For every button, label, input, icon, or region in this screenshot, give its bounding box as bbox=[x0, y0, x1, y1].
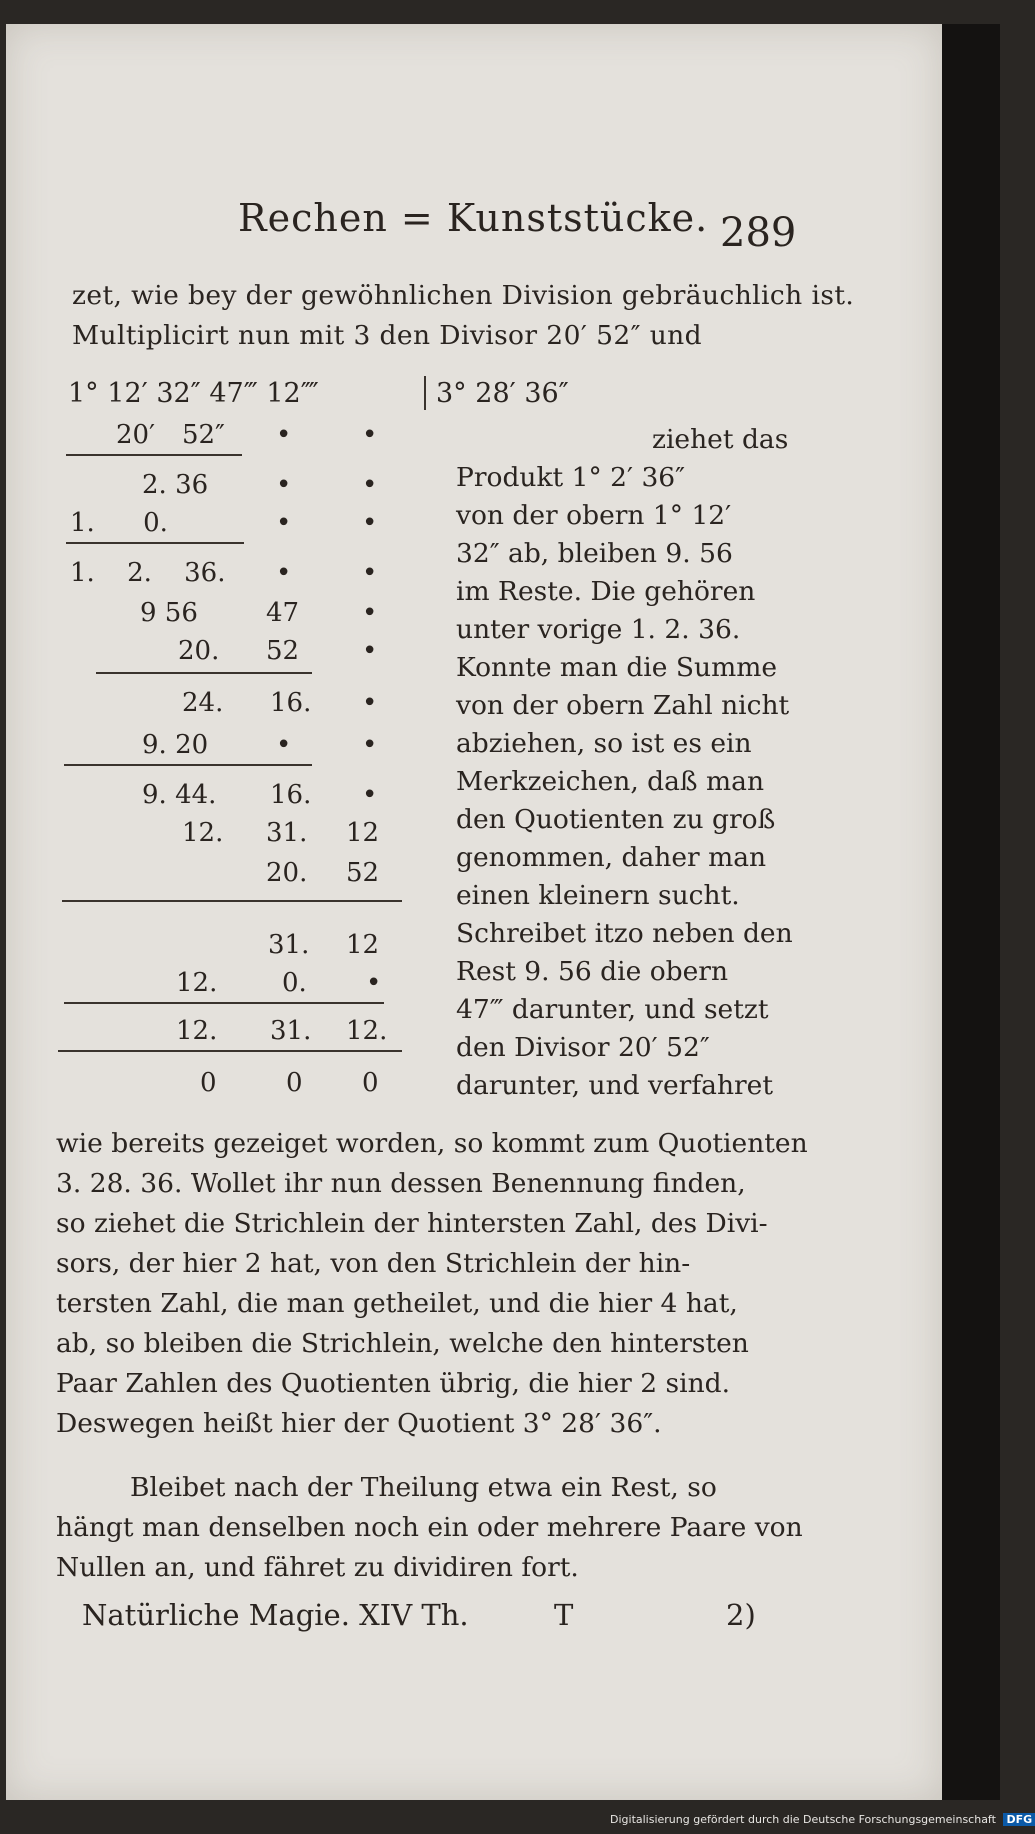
intro-line-2: Multiplicirt nun mit 3 den Divisor 20′ 52″ und bbox=[72, 320, 703, 351]
body-line: Deswegen heißt hier der Quotient 3° 28′ 36″. bbox=[56, 1408, 662, 1439]
intro-line-1: zet, wie bey der gewöhnlichen Division gebräuchlich ist. bbox=[72, 280, 855, 311]
calc-cell: • bbox=[362, 470, 378, 500]
side-line: abziehen, so ist es ein bbox=[456, 728, 752, 759]
body-line: Paar Zahlen des Quotienten übrig, die hier 2 sind. bbox=[56, 1368, 731, 1399]
side-line: Merkzeichen, daß man bbox=[456, 766, 765, 797]
calc-rule bbox=[96, 672, 312, 674]
calc-rule bbox=[66, 454, 242, 456]
calc-cell: 12. bbox=[176, 968, 218, 998]
calc-cell: • bbox=[362, 508, 378, 538]
calc-rule bbox=[64, 1002, 384, 1004]
calc-cell: 16. bbox=[270, 780, 312, 810]
side-line: Produkt 1° 2′ 36″ bbox=[456, 462, 686, 493]
catchword: 2) bbox=[726, 1598, 756, 1632]
calc-cell: • bbox=[362, 688, 378, 718]
calc-cell: 52″ bbox=[182, 420, 225, 450]
body-line: tersten Zahl, die man getheilet, und die hier 4 hat, bbox=[56, 1288, 738, 1319]
calc-cell: 9. 20 bbox=[142, 730, 209, 760]
calc-cell: • bbox=[276, 558, 292, 588]
body-line: so ziehet die Strichlein der hintersten Zahl, des Divi- bbox=[56, 1208, 768, 1239]
calc-cell: 9. 44. bbox=[142, 780, 217, 810]
credit-text: Digitalisierung gefördert durch die Deutsche Forschungsgemeinschaft bbox=[610, 1813, 996, 1826]
calc-cell: 31. bbox=[270, 1016, 312, 1046]
digitization-credit bbox=[610, 1813, 1035, 1826]
calc-cell: 20′ bbox=[116, 420, 155, 450]
side-line: genommen, daher man bbox=[456, 842, 767, 873]
side-line: 47‴ darunter, und setzt bbox=[456, 994, 769, 1025]
body-line: Bleibet nach der Theilung etwa ein Rest, so bbox=[130, 1472, 717, 1503]
calc-cell: 24. bbox=[182, 688, 224, 718]
calc-cell: 12 bbox=[346, 818, 380, 848]
calc-cell: • bbox=[362, 558, 378, 588]
dfg-logo: DFG bbox=[1003, 1813, 1035, 1826]
calc-cell: 12. bbox=[176, 1016, 218, 1046]
side-line: im Reste. Die gehören bbox=[456, 576, 756, 607]
calc-cell: • bbox=[362, 636, 378, 666]
calc-cell: 31. bbox=[268, 930, 310, 960]
side-line: ziehet das bbox=[652, 424, 789, 455]
body-line: wie bereits gezeiget worden, so kommt zum Quotienten bbox=[56, 1128, 808, 1159]
calc-cell: 52 bbox=[346, 858, 380, 888]
quotient: 3° 28′ 36″ bbox=[436, 378, 569, 409]
calc-cell: 2. 36 bbox=[142, 470, 209, 500]
calc-cell: 20. bbox=[266, 858, 308, 888]
calc-rule bbox=[64, 764, 312, 766]
calc-cell: • bbox=[276, 420, 292, 450]
side-line: 32″ ab, bleiben 9. 56 bbox=[456, 538, 733, 569]
calc-cell: • bbox=[276, 730, 292, 760]
calc-cell: 1. 2. 36. bbox=[70, 558, 226, 588]
page-number: 289 bbox=[720, 210, 797, 256]
side-line: Rest 9. 56 die obern bbox=[456, 956, 729, 987]
body-line: Nullen an, und fähret zu dividiren fort. bbox=[56, 1552, 579, 1583]
calc-cell: 31. bbox=[266, 818, 308, 848]
side-line: von der obern 1° 12′ bbox=[456, 500, 732, 531]
calc-cell: • bbox=[362, 730, 378, 760]
calc-cell: • bbox=[362, 598, 378, 628]
calc-cell: 52 bbox=[266, 636, 300, 666]
calc-cell: 0. bbox=[282, 968, 307, 998]
calc-cell: 0 bbox=[362, 1068, 379, 1098]
dividend: 1° 12′ 32″ 47‴ 12⁗ bbox=[68, 378, 319, 409]
calc-cell: 20. bbox=[178, 636, 220, 666]
calc-cell: 16. bbox=[270, 688, 312, 718]
body-line: 3. 28. 36. Wollet ihr nun dessen Benennung finden, bbox=[56, 1168, 746, 1199]
running-header: Rechen = Kunststücke. bbox=[238, 196, 709, 240]
calc-cell: 12 bbox=[346, 930, 380, 960]
calc-cell: 0 bbox=[286, 1068, 303, 1098]
side-line: unter vorige 1. 2. 36. bbox=[456, 614, 741, 645]
calc-cell: • bbox=[276, 470, 292, 500]
signature-mark: T bbox=[554, 1598, 574, 1632]
side-line: von der obern Zahl nicht bbox=[456, 690, 790, 721]
calc-cell: • bbox=[362, 420, 378, 450]
calc-rule bbox=[58, 1050, 402, 1052]
binding-edge bbox=[942, 24, 1000, 1800]
body-line: sors, der hier 2 hat, von den Strichlein der hin- bbox=[56, 1248, 691, 1279]
side-line: darunter, und verfahret bbox=[456, 1070, 774, 1101]
side-line: den Quotienten zu groß bbox=[456, 804, 776, 835]
calc-cell: • bbox=[362, 780, 378, 810]
side-line: Schreibet itzo neben den bbox=[456, 918, 793, 949]
calc-cell: 12. bbox=[182, 818, 224, 848]
calc-cell: • bbox=[366, 968, 382, 998]
signature-line: Natürliche Magie. XIV Th. bbox=[82, 1598, 469, 1632]
book-page bbox=[6, 24, 942, 1800]
calc-rule bbox=[66, 542, 244, 544]
side-line: Konnte man die Summe bbox=[456, 652, 778, 683]
body-line: hängt man denselben noch ein oder mehrere Paare von bbox=[56, 1512, 803, 1543]
division-bar bbox=[424, 376, 426, 410]
body-line: ab, so bleiben die Strichlein, welche den hintersten bbox=[56, 1328, 749, 1359]
calc-cell: 12. bbox=[346, 1016, 388, 1046]
calc-rule bbox=[62, 900, 402, 902]
calc-cell: 47 bbox=[266, 598, 300, 628]
side-line: einen kleinern sucht. bbox=[456, 880, 740, 911]
calc-cell: • bbox=[276, 508, 292, 538]
calc-cell: 0 bbox=[200, 1068, 217, 1098]
calc-cell: 9 56 bbox=[140, 598, 198, 628]
calc-cell: 1. 0. bbox=[70, 508, 168, 538]
side-line: den Divisor 20′ 52″ bbox=[456, 1032, 710, 1063]
